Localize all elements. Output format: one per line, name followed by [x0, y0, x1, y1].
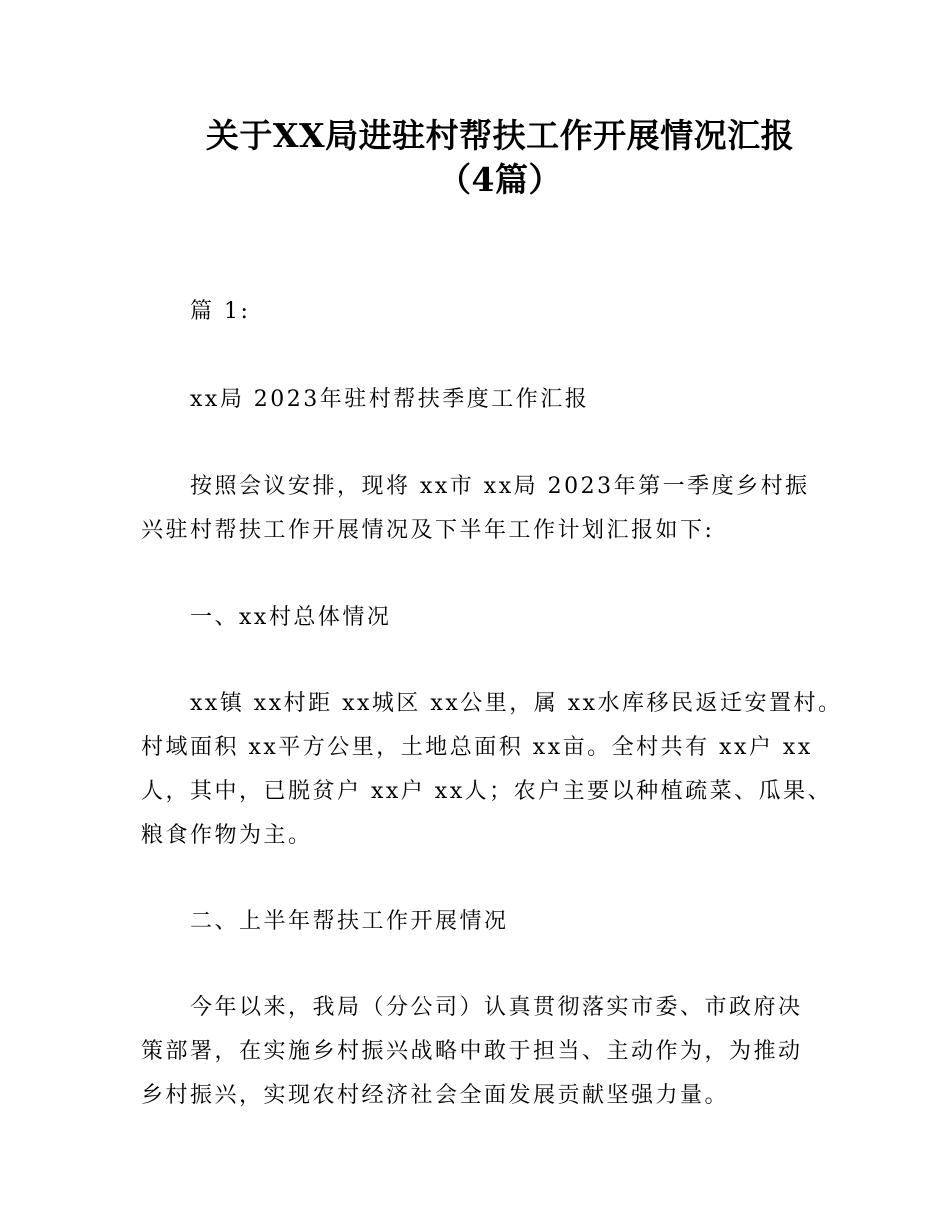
heading-overview: 一、xx村总体情况: [190, 605, 392, 630]
overview-paragraph-line-1: xx镇 xx村距 xx城区 xx公里，属 xx水库移民返迁安置村。: [190, 691, 843, 716]
intro-paragraph-line-1: 按照会议安排，现将 xx市 xx局 2023年第一季度乡村振: [190, 474, 810, 499]
overview-paragraph-line-4: 粮食作物为主。: [141, 823, 313, 848]
progress-paragraph-line-1: 今年以来，我局（分公司）认真贯彻落实市委、市政府决: [190, 995, 803, 1020]
report-subtitle: xx局 2023年驻村帮扶季度工作汇报: [190, 387, 590, 412]
section-label: 篇 1:: [190, 299, 251, 324]
progress-paragraph-line-2: 策部署，在实施乡村振兴战略中敢于担当、主动作为，为推动: [141, 1039, 803, 1064]
overview-paragraph-line-2: 村域面积 xx平方公里，土地总面积 xx亩。全村共有 xx户 xx: [141, 735, 813, 760]
document-title-line-1: 关于XX局进驻村帮扶工作开展情况汇报: [205, 116, 795, 155]
heading-work-progress: 二、上半年帮扶工作开展情况: [190, 909, 509, 934]
progress-paragraph-line-3: 乡村振兴，实现农村经济社会全面发展贡献坚强力量。: [141, 1083, 730, 1108]
document-title-line-2: （4篇）: [438, 160, 562, 199]
overview-paragraph-line-3: 人，其中，已脱贫户 xx户 xx人；农户主要以种植疏菜、瓜果、: [141, 779, 833, 804]
intro-paragraph-line-2: 兴驻村帮扶工作开展情况及下半年工作计划汇报如下:: [141, 518, 715, 543]
